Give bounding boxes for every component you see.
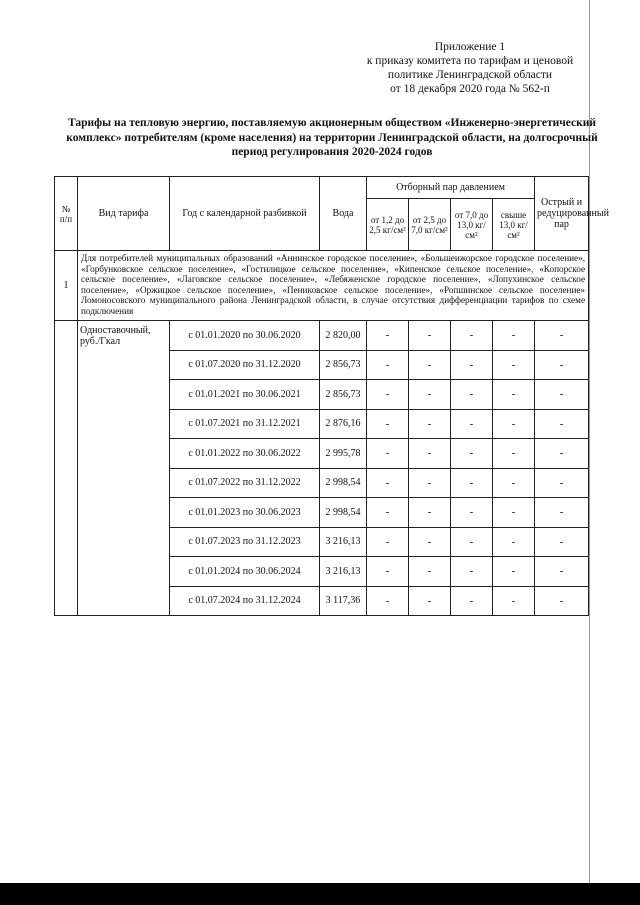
header-year: Год с календарной разбивкой [170, 177, 320, 251]
empty-value-dash: - [493, 468, 535, 498]
period-cell: с 01.01.2021 по 30.06.2021 [170, 380, 320, 410]
header-pressure-4: свыше 13,0 кг/см² [493, 199, 535, 251]
empty-value-dash: - [367, 527, 409, 557]
period-cell: с 01.01.2023 по 30.06.2023 [170, 498, 320, 528]
empty-value-dash: - [535, 586, 589, 616]
empty-value-dash: - [535, 380, 589, 410]
water-value: 2 856,73 [320, 380, 367, 410]
scan-bottom-band [0, 883, 640, 905]
period-cell: с 01.01.2022 по 30.06.2022 [170, 439, 320, 469]
empty-value-dash: - [367, 586, 409, 616]
period-cell: с 01.07.2023 по 31.12.2023 [170, 527, 320, 557]
empty-value-dash: - [367, 350, 409, 380]
water-value: 2 998,54 [320, 498, 367, 528]
period-cell: с 01.01.2020 по 30.06.2020 [170, 321, 320, 351]
empty-value-dash: - [451, 586, 493, 616]
water-value: 2 820,00 [320, 321, 367, 351]
empty-value-dash: - [451, 409, 493, 439]
empty-value-dash: - [535, 439, 589, 469]
empty-value-dash: - [367, 380, 409, 410]
empty-value-dash: - [493, 350, 535, 380]
period-cell: с 01.07.2024 по 31.12.2024 [170, 586, 320, 616]
empty-value-dash: - [493, 439, 535, 469]
appendix-line-3: политике Ленинградской области [387, 69, 553, 81]
header-water: Вода [320, 177, 367, 251]
water-value: 2 998,54 [320, 468, 367, 498]
table-row [55, 321, 589, 351]
empty-value-dash: - [451, 439, 493, 469]
empty-value-dash: - [493, 527, 535, 557]
appendix-line-1: Приложение 1 [434, 41, 506, 53]
header-sharp-steam: Острый и редуцированный пар [535, 177, 589, 251]
empty-value-dash: - [493, 380, 535, 410]
empty-value-dash: - [451, 321, 493, 351]
empty-value-dash: - [367, 498, 409, 528]
empty-value-dash: - [451, 527, 493, 557]
empty-value-dash: - [409, 557, 451, 587]
empty-value-dash: - [409, 409, 451, 439]
empty-value-dash: - [367, 468, 409, 498]
empty-value-dash: - [451, 498, 493, 528]
header-pressure-3: от 7,0 до 13,0 кг/см² [451, 199, 493, 251]
empty-value-dash: - [535, 321, 589, 351]
header-steam-group: Отборный пар давлением [367, 177, 535, 199]
empty-value-dash: - [367, 557, 409, 587]
appendix-line-4: от 18 декабря 2020 года № 562-п [390, 83, 550, 95]
empty-num-cell [55, 321, 78, 616]
empty-value-dash: - [493, 321, 535, 351]
header-num: № п/п [55, 177, 78, 251]
period-cell: с 01.07.2020 по 31.12.2020 [170, 350, 320, 380]
header-pressure-1: от 1,2 до 2,5 кг/см² [367, 199, 409, 251]
empty-value-dash: - [493, 498, 535, 528]
empty-value-dash: - [409, 586, 451, 616]
water-value: 2 876,16 [320, 409, 367, 439]
appendix-line-2: к приказу комитета по тарифам и ценовой [366, 55, 574, 67]
empty-value-dash: - [409, 321, 451, 351]
empty-value-dash: - [451, 380, 493, 410]
empty-value-dash: - [409, 527, 451, 557]
empty-value-dash: - [535, 409, 589, 439]
empty-value-dash: - [451, 468, 493, 498]
water-value: 3 117,36 [320, 586, 367, 616]
group-num: 1 [55, 251, 78, 321]
empty-value-dash: - [367, 409, 409, 439]
empty-value-dash: - [451, 350, 493, 380]
empty-value-dash: - [367, 321, 409, 351]
water-value: 2 995,78 [320, 439, 367, 469]
empty-value-dash: - [535, 468, 589, 498]
header-type: Вид тарифа [78, 177, 170, 251]
empty-value-dash: - [535, 557, 589, 587]
period-cell: с 01.07.2022 по 31.12.2022 [170, 468, 320, 498]
appendix-header [340, 40, 600, 96]
empty-value-dash: - [493, 557, 535, 587]
empty-value-dash: - [535, 350, 589, 380]
empty-value-dash: - [535, 527, 589, 557]
water-value: 2 856,73 [320, 350, 367, 380]
water-value: 3 216,13 [320, 527, 367, 557]
document-title: Тарифы на тепловую энергию, поставляемую акционерным обществом «Инженерно-энергетический комплекс» потребителям (кроме населения) на территории Ленинградской области, на долгосрочный период регулирования 2020-2024 годов [66, 117, 598, 158]
empty-value-dash: - [409, 380, 451, 410]
period-cell: с 01.01.2024 по 30.06.2024 [170, 557, 320, 587]
empty-value-dash: - [409, 350, 451, 380]
empty-value-dash: - [493, 586, 535, 616]
group-description: Для потребителей муниципальных образований «Аннинское городское поселение», «Большеижорское городское поселение», «Горбунковское сельское поселение», «Гостилицкое сельское поселение», «Кипенское сельское поселение», «Копорское сельское поселение», «Лаговское сельское поселение», «Лебяженское городское поселение», «Лопухинское сельское поселение», «Оржицкое сельское поселение», «Пениковское сельское поселение», «Ропшинское сельское поселение» Ломоносовского муниципального района Ленинградской области, в случае отсутствия дифференциации тарифов по схеме подключения [78, 251, 589, 321]
empty-value-dash: - [493, 409, 535, 439]
tariff-type: Одноставочный, руб./Гкал [78, 321, 170, 616]
period-cell: с 01.07.2021 по 31.12.2021 [170, 409, 320, 439]
empty-value-dash: - [409, 468, 451, 498]
empty-value-dash: - [535, 498, 589, 528]
header-pressure-2: от 2,5 до 7,0 кг/см² [409, 199, 451, 251]
empty-value-dash: - [409, 498, 451, 528]
empty-value-dash: - [409, 439, 451, 469]
tariff-table [54, 176, 609, 616]
empty-value-dash: - [367, 439, 409, 469]
water-value: 3 216,13 [320, 557, 367, 587]
empty-value-dash: - [451, 557, 493, 587]
